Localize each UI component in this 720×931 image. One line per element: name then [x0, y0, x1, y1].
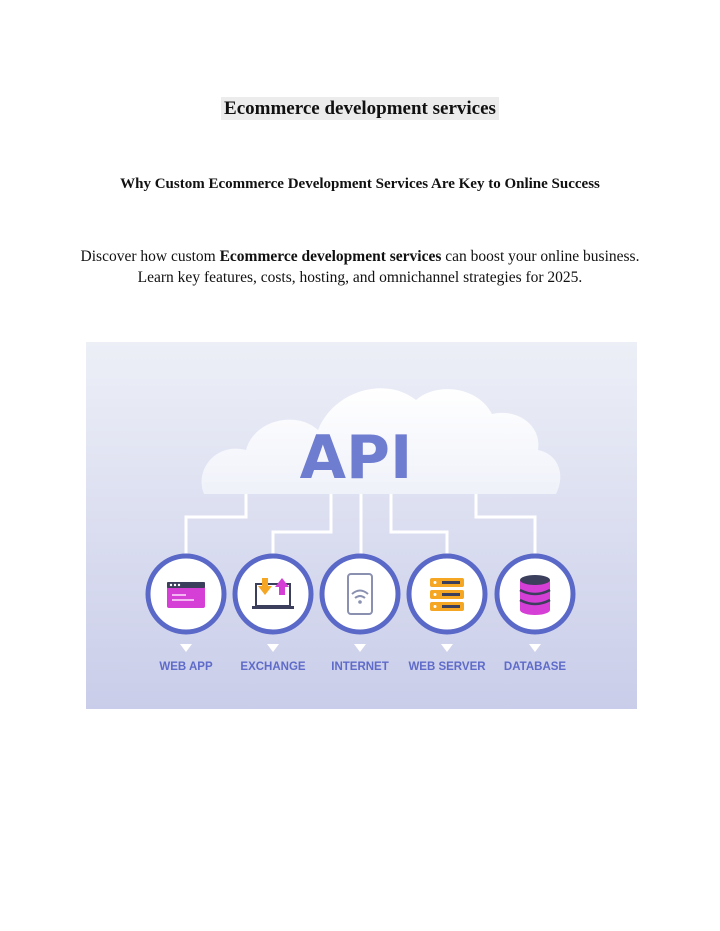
intro-paragraph: [70, 246, 650, 288]
server-stack-icon: [430, 578, 464, 611]
node-label-database: DATABASE: [503, 661, 567, 673]
node-label-web-server: WEB SERVER: [408, 661, 486, 673]
document-title-text: Ecommerce development services: [221, 97, 499, 120]
intro-text-before: Discover how custom: [80, 248, 220, 265]
api-label: API: [299, 423, 413, 493]
intro-text-bold: Ecommerce development services: [219, 248, 442, 265]
document-subtitle: Why Custom Ecommerce Development Services Are Key to Online Success: [120, 176, 600, 192]
document-title: [0, 98, 720, 120]
node-label-exchange: EXCHANGE: [240, 661, 306, 673]
database-icon: [520, 575, 550, 615]
api-diagram-svg: [86, 342, 637, 709]
intro-text-after: can boost your online business. Learn key features, costs, hosting, and omnichannel strategies for 2025.: [137, 248, 640, 286]
api-illustration: [86, 342, 637, 709]
node-label-web-app: WEB APP: [159, 661, 213, 673]
browser-window-icon: [167, 582, 205, 608]
node-label-internet: INTERNET: [331, 661, 389, 673]
